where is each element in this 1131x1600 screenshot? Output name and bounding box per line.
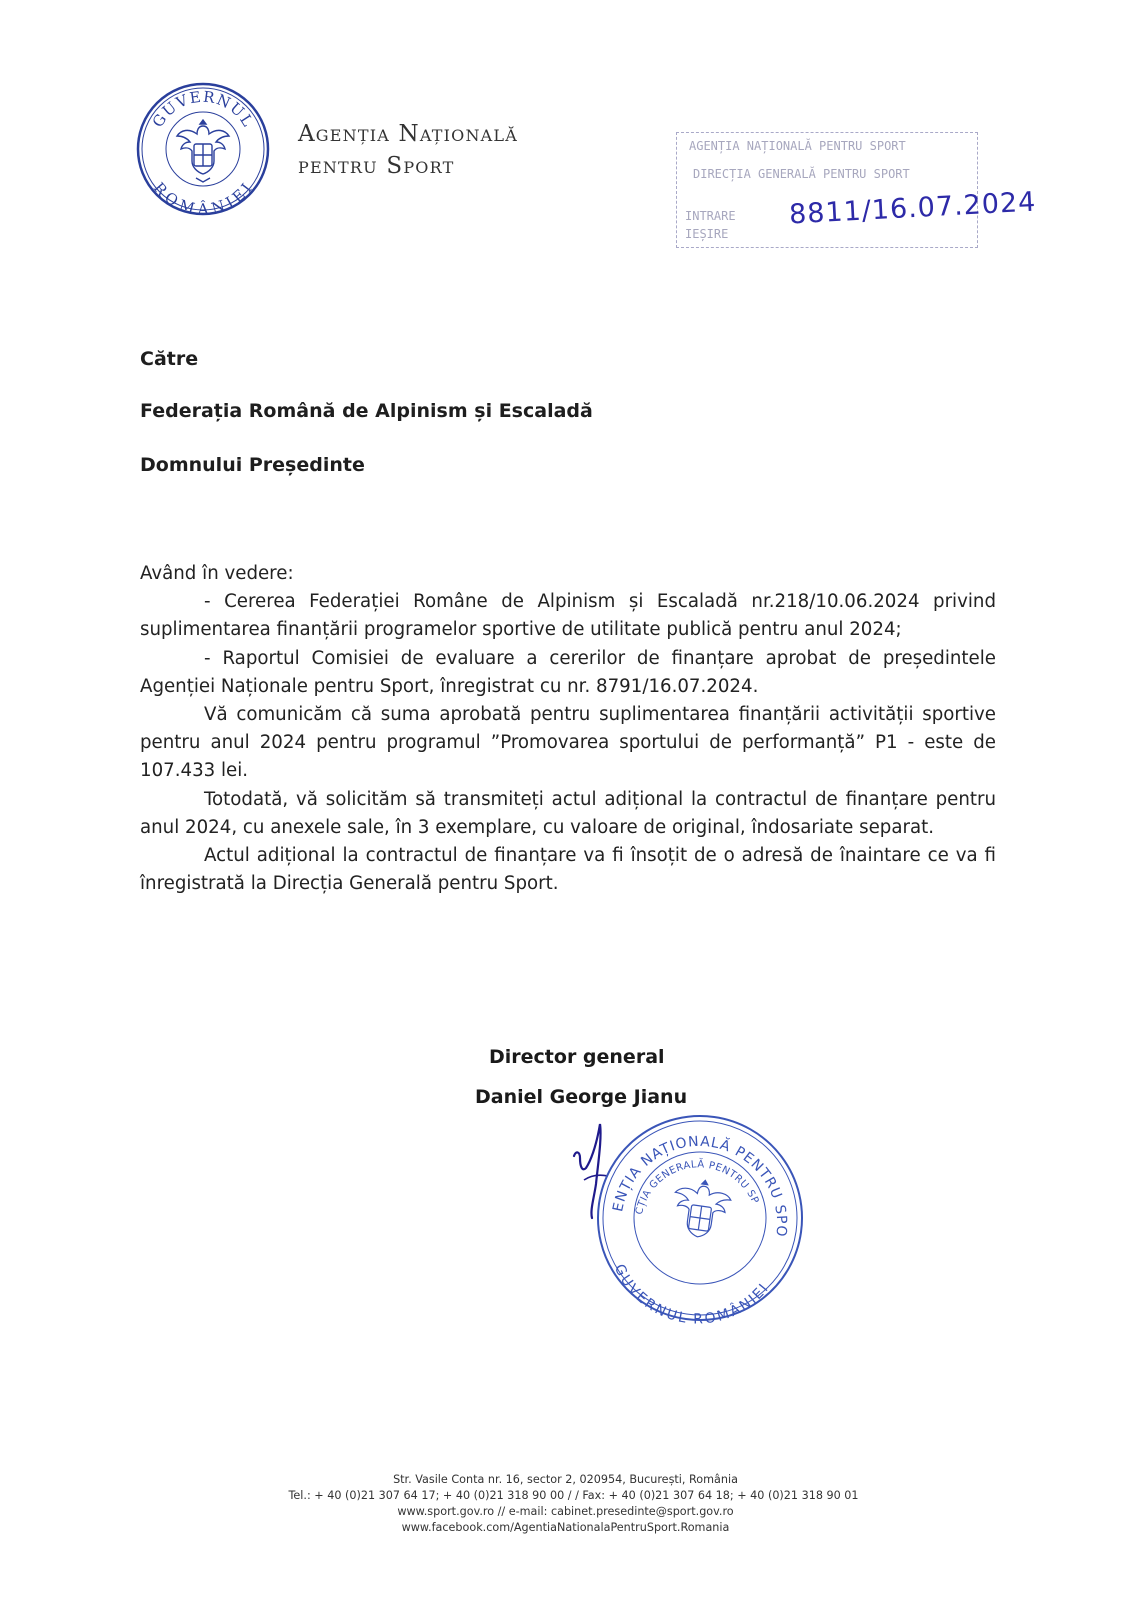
agency-round-stamp <box>590 1108 810 1328</box>
footer <box>0 1472 1131 1536</box>
seal-text-top: GUVERNUL <box>148 87 258 131</box>
body-paragraph-1: Vă comunicăm că suma aprobată pentru suplimentarea finanțării activității sportive pentru anul 2024 pentru programul ”Promovarea sportului de performanță” P1 - este de 107.433 lei. <box>140 704 996 782</box>
body-item-2: - Raportul Comisiei de evaluare a cererilor de finanțare aprobat de președintele Agenției Naționale pentru Sport, înregistrat cu nr. 8791/16.07.2024. <box>140 647 996 697</box>
romanian-coat-of-arms-icon <box>670 1176 733 1240</box>
romanian-coat-of-arms-icon <box>177 120 229 182</box>
footer-facebook: www.facebook.com/AgentiaNationalaPentruSport.Romania <box>401 1521 730 1534</box>
stamp-iesire: IEȘIRE <box>685 227 729 241</box>
footer-web-email: www.sport.gov.ro // e-mail: cabinet.presedinte@sport.gov.ro <box>397 1505 734 1518</box>
stamp-intrare: INTRARE <box>685 209 736 223</box>
body-paragraph-3: Actul adițional la contractul de finanțare va fi însoțit de o adresă de înaintare ce va fi înregistrată la Direcția Generală pentru Sport. <box>140 845 996 895</box>
government-seal <box>136 82 270 216</box>
stamp-outer-text: AGENȚIA NAȚIONALĂ PENTRU SPORT <box>610 1133 790 1239</box>
agency-name-line2: pentru Sport <box>298 153 455 179</box>
recipient-addressee: Domnului Președinte <box>140 454 365 476</box>
agency-name <box>298 118 518 182</box>
stamp-line-agency: AGENȚIA NAȚIONALĂ PENTRU SPORT <box>689 139 906 153</box>
registration-stamp <box>676 132 1038 248</box>
recipient-organization: Federația Română de Alpinism și Escaladă <box>140 400 593 422</box>
registration-number: 8811/16.07.2024 <box>788 186 1038 231</box>
agency-name-line1: Agenția Națională <box>298 121 518 147</box>
stamp-inner-text: DIRECȚIA GENERALĂ PENTRU SPORT <box>634 1159 761 1216</box>
stamp-bottom-text: GUVERNUL ROMÂNIEI <box>610 1261 773 1328</box>
body-item-1: - Cererea Federației Române de Alpinism și Escaladă nr.218/10.06.2024 privind suplimentarea finanțării programelor sportive de utilitate publică pentru anul 2024; <box>140 591 996 641</box>
footer-phones: Tel.: + 40 (0)21 307 64 17; + 40 (0)21 318 90 00 / / Fax: + 40 (0)21 307 64 18; + 40 (0)21 318 90 01 <box>288 1489 859 1502</box>
letter-body <box>140 560 996 898</box>
body-paragraph-2: Totodată, vă solicităm să transmiteți actul adițional la contractul de finanțare pentru anul 2024, cu anexele sale, în 3 exemplare, cu valoare de original, îndosariate separat. <box>140 788 996 838</box>
signatory-name: Daniel George Jianu <box>475 1086 688 1108</box>
recipient-to: Către <box>140 348 199 370</box>
signatory-title: Director general <box>489 1046 665 1068</box>
stamp-line-direction: DIRECȚIA GENERALĂ PENTRU SPORT <box>693 167 910 181</box>
seal-text-bottom: ROMÂNIEI <box>149 178 257 216</box>
body-intro: Având în vedere: <box>140 563 294 584</box>
footer-address: Str. Vasile Conta nr. 16, sector 2, 020954, București, România <box>393 1473 738 1486</box>
